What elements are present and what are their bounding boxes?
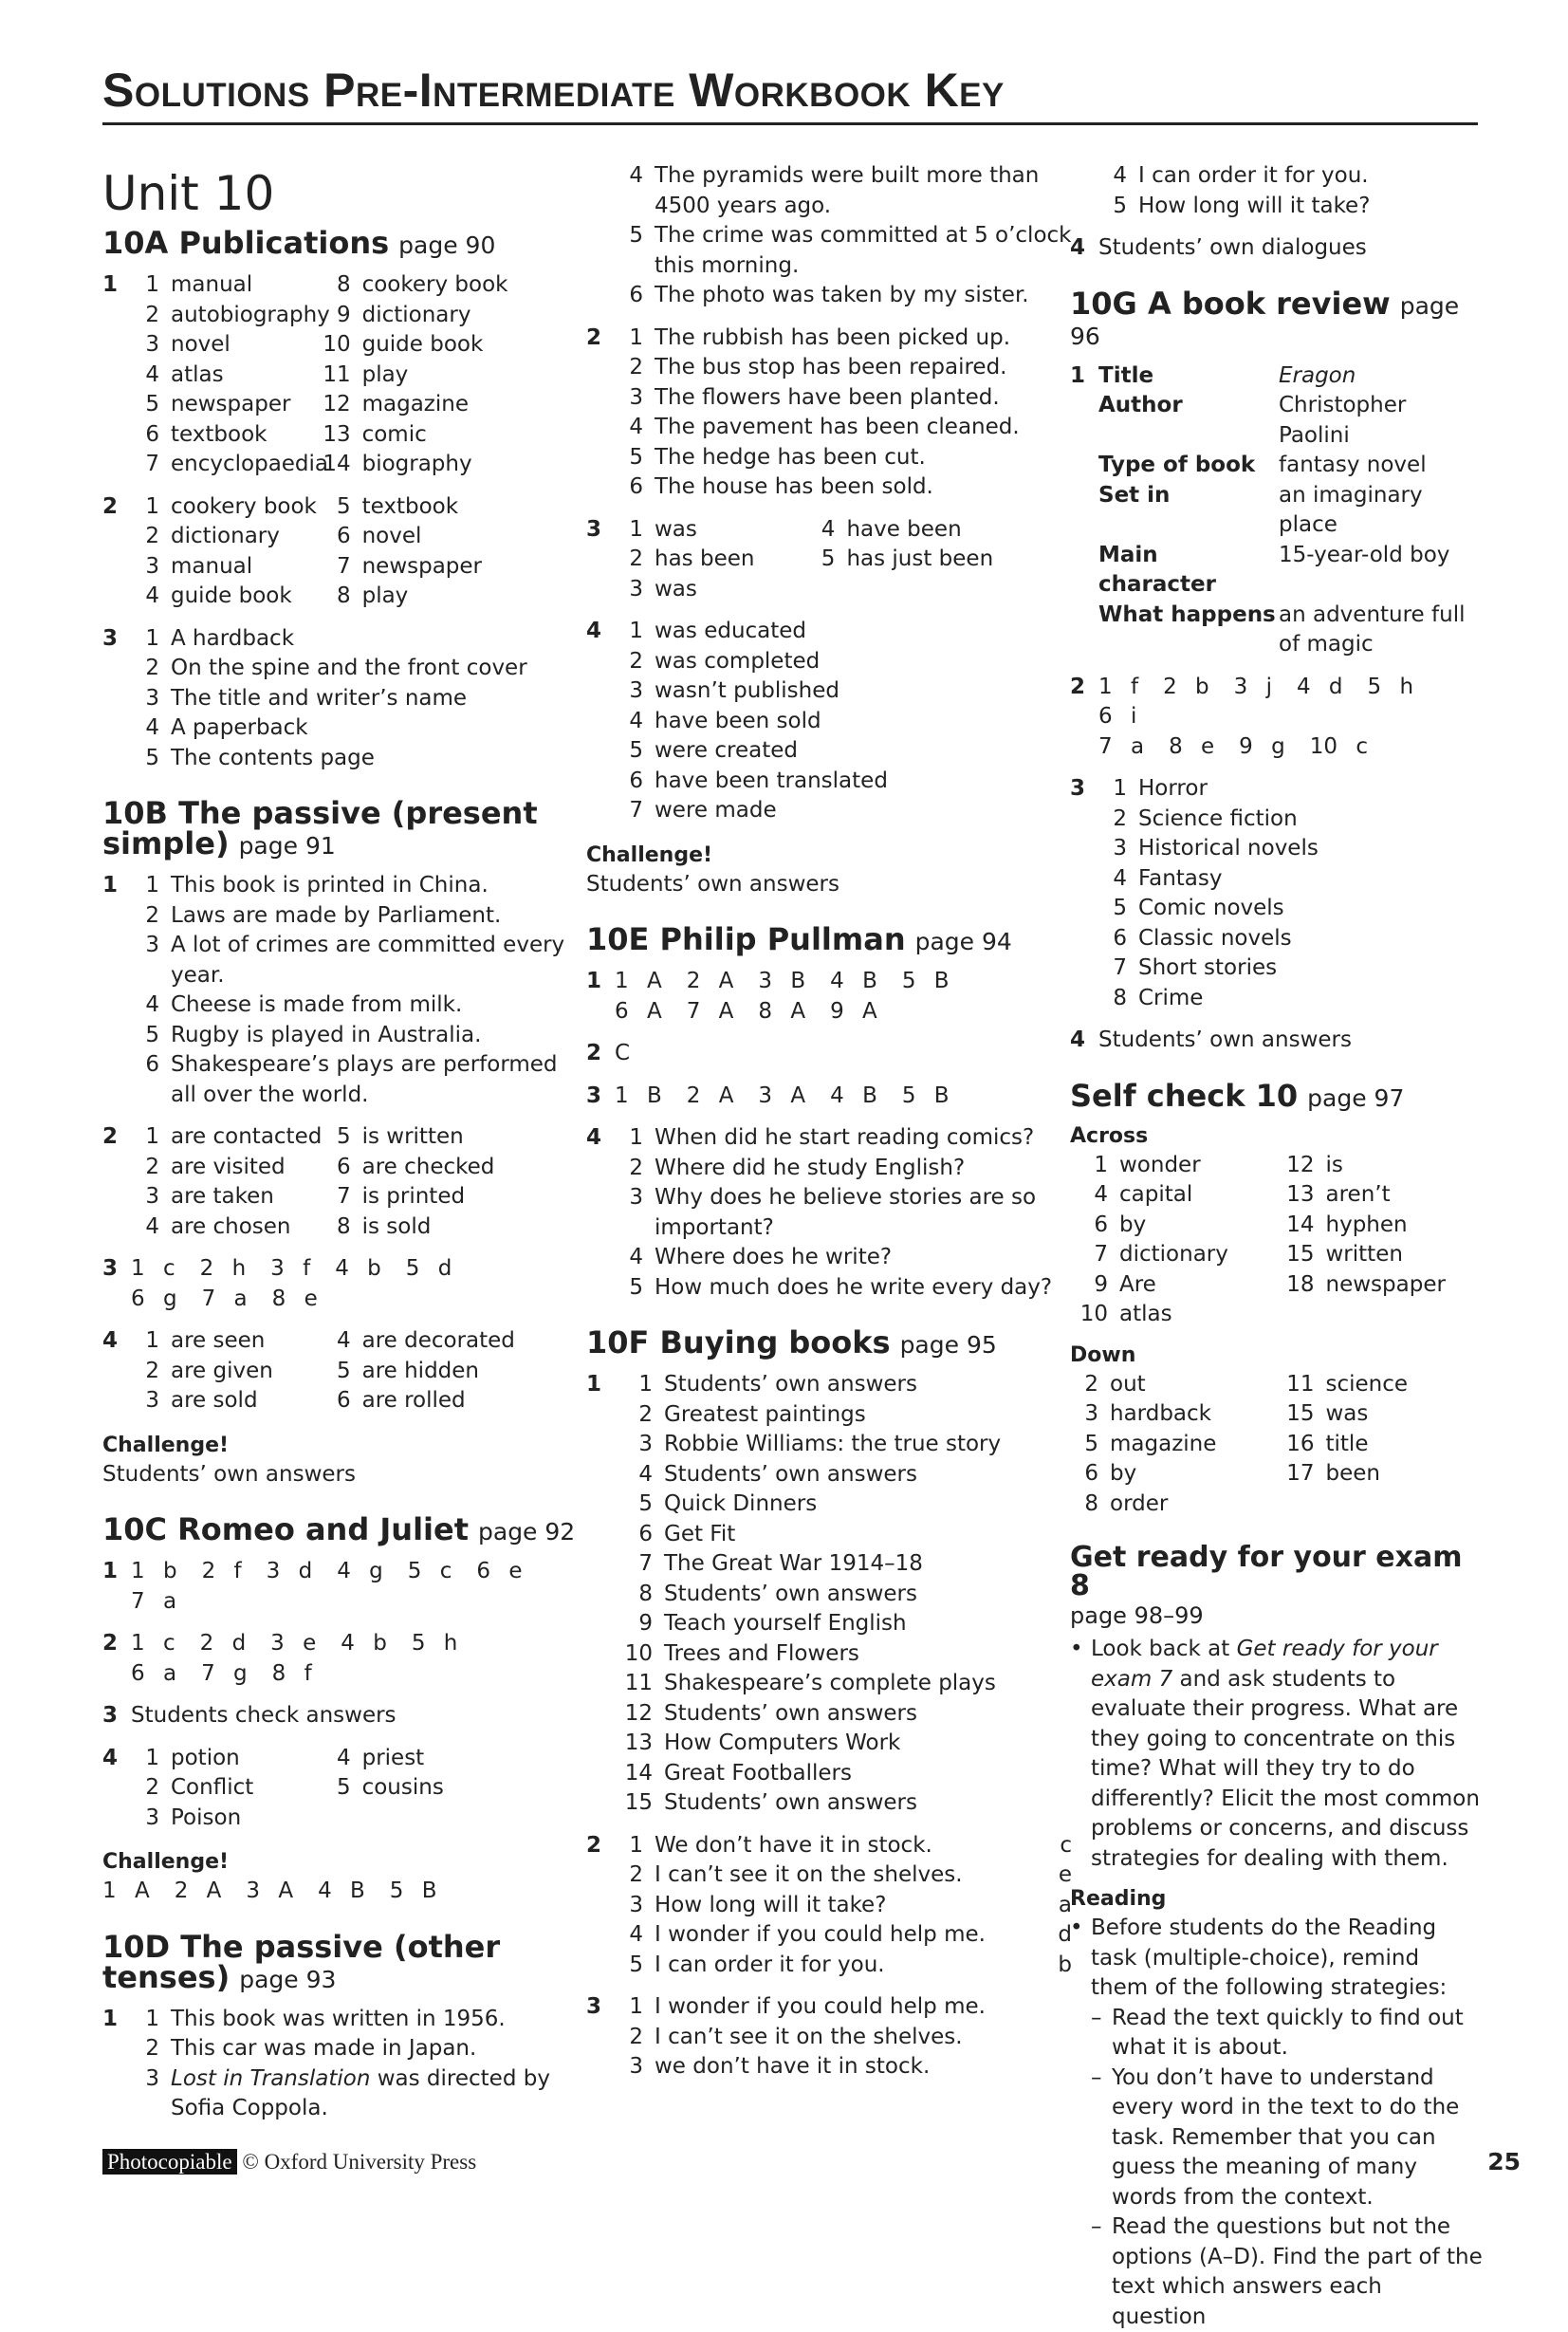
- list-item: 4 priest: [323, 1744, 586, 1774]
- list-item: 7 newspaper: [323, 552, 586, 583]
- list-item: 6 textbook: [131, 420, 323, 451]
- list-item: 2 are visited: [131, 1153, 323, 1183]
- list-item: 5 has just been: [806, 545, 1072, 575]
- list-item: 3 Historical novels: [1098, 834, 1483, 864]
- challenge-heading: Challenge!: [102, 1848, 586, 1877]
- challenge-answer: Students’ own answers: [102, 1460, 586, 1490]
- exercise-10e-1: 1 1 A 2 A 3 B 4 B 5 B 6 A 7 A 8 A 9 A: [586, 967, 1072, 1027]
- list-item: 2 autobiography: [131, 301, 323, 331]
- answer-pair: 7 a: [131, 1587, 176, 1618]
- list-item: 8 Students’ own answers: [615, 1580, 1072, 1610]
- list-item: 13 aren’t: [1277, 1180, 1484, 1211]
- list-item: 18 newspaper: [1277, 1270, 1484, 1301]
- exercise-10c-3: 3 Students check answers: [102, 1701, 586, 1731]
- answer-pair: 4 b: [341, 1629, 387, 1659]
- exercise-10g-3: 3 1 Horror 2 Science fiction 3 Historical novels 4 Fantasy 5 Comic novels 6 Classic novels 7 Short stories 8 Crime: [1070, 774, 1483, 1013]
- review-field-value: fantasy novel: [1279, 451, 1483, 481]
- list-item: 4 The pavement has been cleaned.: [615, 413, 1072, 443]
- list-item: 7 encyclopaedia: [131, 450, 323, 480]
- exercise-10b-4: 4 1 are seen 2 are given 3 are sold 4 are decorated 5 are hidden 6 are rolled: [102, 1326, 586, 1416]
- list-item: 5 magazine: [1070, 1430, 1277, 1460]
- list-item: 4 Cheese is made from milk.: [131, 990, 586, 1021]
- exercise-10f-1: 1 1 Students’ own answers 2 Greatest paintings 3 Robbie Williams: the true story 4 Students’ own answers 5 Quick Dinners 6 Get Fit 7 The Great War 1914–18 8 Students’ own answers 9 Teach yourself English 10 Trees and Flowers 11 Shakespeare’s complete plays 12 Students’ own answers 13 How Computers Work 14 Great Footballers 15 Students’ own answers: [586, 1370, 1072, 1819]
- challenge-heading: Challenge!: [102, 1432, 586, 1460]
- list-item: 7 were made: [615, 796, 1072, 826]
- answer-pair: 5 B: [902, 1082, 950, 1112]
- list-item: 12 Students’ own answers: [615, 1699, 1072, 1730]
- list-item: 2 Conflict: [131, 1773, 323, 1804]
- list-item: 1 Students’ own answers: [615, 1370, 1072, 1400]
- list-item: 1 This book is printed in China.: [131, 871, 586, 901]
- list-item: 4 Fantasy: [1098, 864, 1483, 895]
- answer-pair: 1 A: [102, 1877, 150, 1907]
- match-item: 5 I can order it for you. b: [615, 1951, 1072, 1981]
- challenge-heading: Challenge!: [586, 842, 1072, 870]
- page-number: 25: [1487, 2148, 1521, 2175]
- list-item: 4 The pyramids were built more than 4500 years ago.: [615, 161, 1072, 221]
- list-item: 3 are sold: [131, 1386, 323, 1416]
- review-field-label: Set in: [1098, 481, 1279, 541]
- exercise-10d-1-continued: [586, 161, 1072, 311]
- list-item: 2 has been: [615, 545, 806, 575]
- answer-pair: 7 A: [687, 997, 734, 1027]
- answer-pair: 9 g: [1239, 732, 1285, 763]
- answer-pair: 3 B: [758, 967, 805, 997]
- list-item: 3 novel: [131, 330, 323, 361]
- list-item: 4 are decorated: [323, 1326, 586, 1357]
- list-item: 4 I can order it for you.: [1098, 161, 1483, 192]
- exercise-10b-1: 1 1 This book is printed in China. 2 Laws are made by Parliament. 3 A lot of crimes are committed every year. 4 Cheese is made from milk. 5 Rugby is played in Australia. 6 Shakespeare’s plays are performed all over the world.: [102, 871, 586, 1110]
- exercise-10g-1: 1 Title Eragon Author Christopher Paolini Type of book fantasy novel Set in an imaginary place Main character 15-year-old boy What happens an adventure full of magic: [1070, 361, 1483, 660]
- list-item: 3 The title and writer’s name: [131, 684, 586, 714]
- list-item: 5 are hidden: [323, 1357, 586, 1387]
- list-item: 11 Shakespeare’s complete plays: [615, 1669, 1072, 1699]
- list-item: 6 by: [1070, 1459, 1277, 1490]
- answer-pair: 2 A: [687, 1082, 734, 1112]
- list-item: 6 novel: [323, 522, 586, 552]
- answer-pair: 9 A: [830, 997, 877, 1027]
- list-item: 3 A lot of crimes are committed every year.: [131, 931, 586, 990]
- answer-pair: 5 h: [1368, 673, 1414, 703]
- list-item: 1 When did he start reading comics?: [615, 1123, 1072, 1154]
- strategy-list: [1070, 2004, 1483, 2332]
- answer-pair: 5 h: [412, 1629, 458, 1659]
- title-word: Solutions: [102, 64, 310, 117]
- list-item: 11 play: [323, 361, 586, 391]
- answer-pair: 2 A: [175, 1877, 222, 1907]
- copyright: © Oxford University Press: [242, 2150, 476, 2174]
- list-item: 3 are taken: [131, 1182, 323, 1212]
- list-item: 1 wonder: [1070, 1151, 1277, 1181]
- list-item: 2 Laws are made by Parliament.: [131, 901, 586, 932]
- list-item: 5 cousins: [323, 1773, 586, 1804]
- list-item: 14 Great Footballers: [615, 1759, 1072, 1789]
- section-10f-title: 10F Buying books page 95: [586, 1327, 1072, 1358]
- list-item: 7 dictionary: [1070, 1240, 1277, 1270]
- answer-pair: 4 B: [830, 1082, 877, 1112]
- strategy-item: – Read the text quickly to find out what it is about.: [1070, 2004, 1483, 2064]
- list-item: 2 out: [1070, 1370, 1277, 1400]
- list-item: 4 guide book: [131, 582, 323, 612]
- answer-pair: 1 B: [615, 1082, 662, 1112]
- exercise-10f-4: 4 Students’ own dialogues: [1070, 233, 1483, 264]
- list-item: 10 atlas: [1070, 1300, 1277, 1330]
- list-item: 3 The flowers have been planted.: [615, 383, 1072, 414]
- list-item: 12 magazine: [323, 390, 586, 420]
- list-item: 5 textbook: [323, 492, 586, 523]
- answer-pair: 3 A: [246, 1877, 293, 1907]
- list-item: 4 atlas: [131, 361, 323, 391]
- exercise-10e-3: 3 1 B 2 A 3 A 4 B 5 B: [586, 1082, 1072, 1112]
- answer-pair: 6 A: [615, 997, 662, 1027]
- list-item: 4 have been sold: [615, 707, 1072, 737]
- list-item: 1 was educated: [615, 617, 1072, 647]
- list-item: 3 was: [615, 575, 806, 605]
- list-item: 11 science: [1277, 1370, 1484, 1400]
- list-item: 6 The house has been sold.: [615, 472, 1072, 503]
- reading-heading: Reading: [1070, 1885, 1483, 1914]
- column-2: [586, 161, 1072, 2082]
- answer-pair: 10 c: [1310, 732, 1368, 763]
- answer-pair: 6 e: [476, 1557, 522, 1587]
- exam-bullet: • Look back at Get ready for your exam 7 and ask students to evaluate their progress. What are they going to concentrate on this time? What will they try to do differently? Elicit the most common problems or concerns, and discuss strategies for dealing with them.: [1070, 1635, 1483, 1874]
- section-selfcheck-title: Self check 10 page 97: [1070, 1081, 1483, 1111]
- list-item: 1 cookery book: [131, 492, 323, 523]
- answer-pair: 2 h: [200, 1254, 247, 1285]
- list-item: 6 Shakespeare’s plays are performed all over the world.: [131, 1050, 586, 1110]
- answer-pair: 5 B: [390, 1877, 437, 1907]
- list-item: 3 Robbie Williams: the true story: [615, 1430, 1072, 1460]
- answer-pair: 6 i: [1098, 702, 1136, 732]
- review-field-label: Author: [1098, 391, 1279, 451]
- list-item: 4 are chosen: [131, 1212, 323, 1243]
- exercise-10e-2: 2 C: [586, 1039, 1072, 1069]
- answer-pair: 3 A: [758, 1082, 805, 1112]
- challenge-answer: Students’ own answers: [586, 870, 1072, 900]
- list-item: 4 A paperback: [131, 713, 586, 744]
- list-item: 14 hyphen: [1277, 1211, 1484, 1241]
- exercise-10b-2: 2 1 are contacted 2 are visited 3 are taken 4 are chosen 5 is written 6 are checked 7 is printed 8 is sold: [102, 1122, 586, 1242]
- list-item: 17 been: [1277, 1459, 1484, 1490]
- exercise-10f-2: 2 1 We don’t have it in stock. c 2 I can’t see it on the shelves. e 3 How long will it take? a 4 I wonder if you could help me. d 5 I can order it for you. b: [586, 1831, 1072, 1981]
- review-field-value: an adventure full of magic: [1279, 601, 1483, 660]
- list-item: 6 by: [1070, 1211, 1277, 1241]
- match-item: 1 We don’t have it in stock. c: [615, 1831, 1072, 1861]
- list-item: 3 we don’t have it in stock.: [615, 2052, 1072, 2082]
- list-item: 5 The contents page: [131, 744, 586, 774]
- list-item: 4 have been: [806, 515, 1072, 546]
- exercise-10d-3: 3 1 was 2 has been 3 was 4 have been 5 has just been: [586, 515, 1072, 605]
- answer-pair: 1 c: [131, 1629, 175, 1659]
- reading-bullet: • Before students do the Reading task (multiple-choice), remind them of the following strategies:: [1070, 1914, 1483, 2004]
- list-item: 3 Why does he believe stories are so important?: [615, 1183, 1072, 1243]
- list-item: 8 order: [1070, 1490, 1277, 1520]
- list-item: 2 The bus stop has been repaired.: [615, 353, 1072, 383]
- list-item: 10 guide book: [323, 330, 586, 361]
- exercise-10b-3: 3 1 c 2 h 3 f 4 b 5 d 6 g 7 a 8 e: [102, 1254, 586, 1314]
- section-10d-title: 10D The passive (other tenses) page 93: [102, 1932, 586, 1992]
- answer-pair: 4 B: [830, 967, 877, 997]
- list-item: 6 are rolled: [323, 1386, 586, 1416]
- list-item: 1 A hardback: [131, 624, 586, 655]
- list-item: 6 are checked: [323, 1153, 586, 1183]
- footer: [102, 2150, 476, 2175]
- review-field-value: 15-year-old boy: [1279, 541, 1483, 601]
- list-item: 4 Students’ own answers: [615, 1460, 1072, 1490]
- answer-pair: 3 d: [267, 1557, 313, 1587]
- list-item: 9 dictionary: [323, 301, 586, 331]
- list-item: 8 cookery book: [323, 270, 586, 301]
- match-item: 4 I wonder if you could help me. d: [615, 1920, 1072, 1951]
- answer-pair: 7 a: [202, 1285, 248, 1315]
- review-field-value: Eragon: [1279, 361, 1483, 392]
- list-item: 5 Rugby is played in Australia.: [131, 1021, 586, 1051]
- list-item: 9 Are: [1070, 1270, 1277, 1301]
- list-item: 1 potion: [131, 1744, 323, 1774]
- list-item: 15 written: [1277, 1240, 1484, 1270]
- answer-pair: 4 b: [335, 1254, 381, 1285]
- list-item: 15 Students’ own answers: [615, 1788, 1072, 1819]
- answer-pair: 8 e: [1169, 732, 1214, 763]
- photocopiable-label: Photocopiable: [102, 2149, 237, 2175]
- list-item: 8 play: [323, 582, 586, 612]
- review-field-label: What happens: [1098, 601, 1279, 660]
- answer-pair: 1 A: [615, 967, 662, 997]
- exercise-10g-4: 4 Students’ own answers: [1070, 1026, 1483, 1056]
- list-item: 7 is printed: [323, 1182, 586, 1212]
- section-exam-title: Get ready for your exam 8 page 98–99: [1070, 1544, 1483, 1629]
- answer-pair: 2 A: [687, 967, 734, 997]
- list-item: 3 wasn’t published: [615, 676, 1072, 707]
- match-item: 3 How long will it take? a: [615, 1891, 1072, 1921]
- exercise-10c-1: 1 1 b 2 f 3 d 4 g 5 c 6 e 7 a: [102, 1557, 586, 1617]
- list-item: 1 are seen: [131, 1326, 323, 1357]
- answer-pair: 3 j: [1234, 673, 1272, 703]
- list-item: 9 Teach yourself English: [615, 1609, 1072, 1639]
- answer-pair: 3 e: [270, 1629, 316, 1659]
- list-item: 6 Classic novels: [1098, 924, 1483, 954]
- list-item: 2 was completed: [615, 647, 1072, 677]
- answer-pair: 2 b: [1163, 673, 1209, 703]
- answer-pair: 3 f: [270, 1254, 310, 1285]
- list-item: 13 How Computers Work: [615, 1729, 1072, 1759]
- list-item: 14 biography: [323, 450, 586, 480]
- down-answers: [1070, 1370, 1483, 1520]
- section-10a-title: 10A Publications page 90: [102, 228, 586, 258]
- challenge-answer: [102, 1877, 586, 1907]
- column-3: [1070, 161, 1483, 2332]
- exercise-10d-2: 2 1 The rubbish has been picked up. 2 The bus stop has been repaired. 3 The flowers have been planted. 4 The pavement has been cleaned. 5 The hedge has been cut. 6 The house has been sold.: [586, 324, 1072, 503]
- list-item: 2 are given: [131, 1357, 323, 1387]
- list-item: 5 The hedge has been cut.: [615, 443, 1072, 473]
- list-item: 5 The crime was committed at 5 o’clock this morning.: [615, 221, 1072, 281]
- section-10c-title: 10C Romeo and Juliet page 92: [102, 1514, 586, 1545]
- column-1: [102, 161, 586, 2124]
- exercise-10a-1: 1 1 manual 2 autobiography 3 novel 4 atlas 5 newspaper 6 textbook 7 encyclopaedia 8 cookery book 9 dictionary 10 guide book 11 play 12 magazine 13 comic 14 biography: [102, 270, 586, 480]
- exercise-10d-4: 4 1 was educated 2 was completed 3 wasn’t published 4 have been sold 5 were created 6 have been translated 7 were made: [586, 617, 1072, 826]
- list-item: 2 dictionary: [131, 522, 323, 552]
- strategy-item: – Read the questions but not the options (A–D). Find the part of the text which answers each question: [1070, 2212, 1483, 2332]
- list-item: 6 The photo was taken by my sister.: [615, 281, 1072, 311]
- answer-pair: 2 f: [202, 1557, 242, 1587]
- answer-pair: 5 d: [406, 1254, 452, 1285]
- list-item: 5 How long will it take?: [1098, 192, 1483, 222]
- list-item: 1 Horror: [1098, 774, 1483, 805]
- review-field-label: Type of book: [1098, 451, 1279, 481]
- answer-pair: 6 a: [131, 1659, 176, 1690]
- list-item: 5 is written: [323, 1122, 586, 1153]
- answer-pair: 4 g: [337, 1557, 383, 1587]
- list-item: 8 is sold: [323, 1212, 586, 1243]
- list-item: 12 is: [1277, 1151, 1484, 1181]
- answer-pair: 7 g: [201, 1659, 248, 1690]
- review-field-value: Christopher Paolini: [1279, 391, 1483, 451]
- section-10g-title: 10G A book review page 96: [1070, 288, 1483, 349]
- across-answers: [1070, 1151, 1483, 1330]
- exercise-10d-1: 1 1 This book was written in 1956. 2 This car was made in Japan. 3 Lost in Translation was directed by Sofia Coppola.: [102, 2005, 586, 2124]
- list-item: 6 have been translated: [615, 767, 1072, 797]
- list-item: 1 manual: [131, 270, 323, 301]
- list-item: 1 The rubbish has been picked up.: [615, 324, 1072, 354]
- exercise-10f-3: 3 1 I wonder if you could help me. 2 I can’t see it on the shelves. 3 we don’t have it in stock.: [586, 1992, 1072, 2082]
- answer-pair: 5 B: [902, 967, 950, 997]
- list-item: 10 Trees and Flowers: [615, 1639, 1072, 1670]
- exercise-10e-4: 4 1 When did he start reading comics? 2 Where did he study English? 3 Why does he believe stories are so important? 4 Where does he write? 5 How much does he write every day?: [586, 1123, 1072, 1303]
- down-heading: Down: [1070, 1342, 1483, 1370]
- list-item: 5 How much does he write every day?: [615, 1273, 1072, 1304]
- list-item: 7 The Great War 1914–18: [615, 1549, 1072, 1580]
- exercise-10f-3-continued: [1070, 161, 1483, 221]
- list-item: 8 Crime: [1098, 984, 1483, 1014]
- answer-pair: 5 c: [408, 1557, 452, 1587]
- answer-pair: 8 A: [758, 997, 805, 1027]
- list-item: 5 Quick Dinners: [615, 1490, 1072, 1520]
- list-item: 3 Poison: [131, 1804, 323, 1834]
- answer-pair: 6 g: [131, 1285, 177, 1315]
- match-item: 2 I can’t see it on the shelves. e: [615, 1860, 1072, 1891]
- list-item: 2 I can’t see it on the shelves.: [615, 2023, 1072, 2053]
- answer-pair: 8 e: [272, 1285, 318, 1315]
- list-item: 13 comic: [323, 420, 586, 451]
- answer-pair: 2 d: [200, 1629, 247, 1659]
- answer-pair: 1 b: [131, 1557, 177, 1587]
- exercise-10a-2: 2 1 cookery book 2 dictionary 3 manual 4 guide book 5 textbook 6 novel 7 newspaper 8 play: [102, 492, 586, 612]
- exercise-10c-4: 4 1 potion 2 Conflict 3 Poison 4 priest 5 cousins: [102, 1744, 586, 1834]
- list-item: 5 newspaper: [131, 390, 323, 420]
- list-item: 3 hardback: [1070, 1399, 1277, 1430]
- answer-pair: 4 d: [1297, 673, 1343, 703]
- list-item: 2 Science fiction: [1098, 805, 1483, 835]
- section-10e-title: 10E Philip Pullman page 94: [586, 924, 1072, 954]
- answer-pair: 1 c: [131, 1254, 175, 1285]
- section-10b-title: 10B The passive (present simple) page 91: [102, 798, 586, 859]
- answer-pair: 4 B: [318, 1877, 365, 1907]
- list-item: 1 I wonder if you could help me.: [615, 1992, 1072, 2023]
- strategy-item: – You don’t have to understand every word in the text to do the task. Remember that you can guess the meaning of many words from the context.: [1070, 2064, 1483, 2213]
- list-item: 4 Where does he write?: [615, 1243, 1072, 1273]
- across-heading: Across: [1070, 1122, 1483, 1151]
- list-item: 7 Short stories: [1098, 953, 1483, 984]
- list-item: 5 Comic novels: [1098, 894, 1483, 924]
- list-item: 1 are contacted: [131, 1122, 323, 1153]
- list-item: 2 Greatest paintings: [615, 1400, 1072, 1431]
- exercise-10g-2: 2 1 f 2 b 3 j 4 d 5 h 6 i 7 a 8 e 9 g 10 c: [1070, 673, 1483, 763]
- list-item: 3 manual: [131, 552, 323, 583]
- list-item: 1 was: [615, 515, 806, 546]
- list-item: 16 title: [1277, 1430, 1484, 1460]
- list-item: 5 were created: [615, 736, 1072, 767]
- answer-pair: 7 a: [1098, 732, 1144, 763]
- unit-title: Unit 10: [102, 165, 586, 222]
- review-field-value: an imaginary place: [1279, 481, 1483, 541]
- list-item: 6 Get Fit: [615, 1520, 1072, 1550]
- answer-pair: 1 f: [1098, 673, 1138, 703]
- exercise-10a-3: 3 1 A hardback 2 On the spine and the front cover 3 The title and writer’s name 4 A paperback 5 The contents page: [102, 624, 586, 774]
- title-word: Key: [925, 64, 1005, 117]
- review-field-label: Main character: [1098, 541, 1279, 601]
- answer-pair: 8 f: [272, 1659, 312, 1690]
- list-item: 2 Where did he study English?: [615, 1154, 1072, 1184]
- exercise-10c-2: 2 1 c 2 d 3 e 4 b 5 h 6 a 7 g 8 f: [102, 1629, 586, 1689]
- list-item: 2 On the spine and the front cover: [131, 654, 586, 684]
- review-field-label: Title: [1098, 361, 1279, 392]
- list-item: 4 capital: [1070, 1180, 1277, 1211]
- title-word: Workbook: [689, 64, 911, 117]
- page-title: [102, 65, 1478, 125]
- title-word: Pre-Intermediate: [323, 64, 675, 117]
- list-item: 15 was: [1277, 1399, 1484, 1430]
